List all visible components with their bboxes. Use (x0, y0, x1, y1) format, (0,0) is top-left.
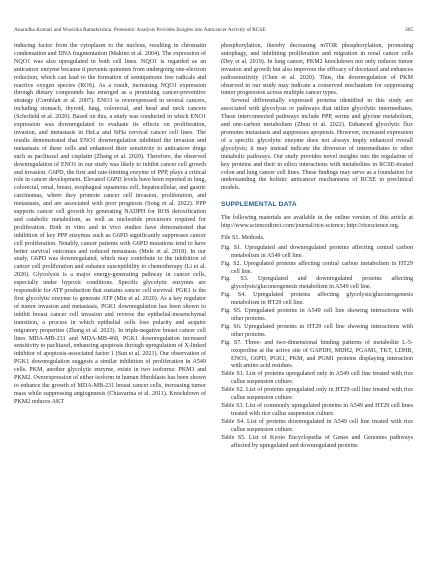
supplemental-item: Fig. S1. Upregulated and downregulated proteins affecting central carbon metabolism in A549 cell line. (221, 244, 413, 259)
supplemental-item: Fig. S7. Three- and two-dimensional binding patterns of metabolite L-5-oxoproline at the active site of GAPDH, MDH2, PGAM1, TKT, LDHB, ENO1, G6PD, PGK1, PKM, and PGM1 proteins displaying interaction with amino acid residues. (221, 339, 413, 370)
supplemental-intro: The following materials are available in the online version of this article at http://www.sciencedirect.com/journal/rice-science; http://ricescience.org. (221, 215, 413, 230)
supplemental-item: Table S5. List of Kyoto Encyclopedia of Genes and Genomes pathways affected by upregulated and downregulated proteins (221, 434, 413, 449)
body-paragraph: inducing factor from the cytoplasm to the nucleus, resulting in chromatin condensation and DNA fragmentation (Makino et al. 2004). The expression of NQO1 was also upregulated in both cell lines. NQO1 is regarded as an anticancer enzyme because it prevents quinones from undergoing one-electron reduction, which can lead to the formation of semiquinone free radicals and reactive oxygen species (ROS). As a result, increasing NQO1 expression through dietary compounds has emerged as a promising cancer-preventive strategy (Cornblatt et al. 2007). ENO1 is overexpressed in several cancers, including stomach, thyroid, lung, colorectal, and head and neck cancers (Schofield et al. 2020). Based on this, a study was conducted in which ENO1 expression was downregulated to evaluate its effects on proliferation, invasion, and metastasis in HeLa and SiHa cervical cancer cell lines. The results demonstrated that ENO1 downregulation inhibited the invasion and metastasis of these cells and enhanced their sensitivity to anticancer drugs such as paclitaxel and cisplatin (Zhang et al. 2020). Therefore, the observed downregulation of ENO1 in our study was likely to inhibit cancer cell growth and invasion. G6PD, the first and rate-limiting enzyme of PPP, plays a critical role in cancer development. Elevated G6PD levels have been reported in lung, colorectal, renal, breast, esophageal squamous cell, hepatocellular, and gastric carcinomas, where they promote cancer cell invasion, proliferation, and metastasis, and are associated with poor prognosis (Song et al. 2022). PPP supports cancer cell growth by generating NADPH for ROS detoxification and catabolic metabolism, as well as nucleotide precursors required for proliferation. Both in vitro and in vivo studies have demonstrated that inhibition of key PPP enzymes such as G6PD significantly suppresses cancer cell proliferation. Notably, cancer patients with G6PD mutations tend to have better survival outcomes and reduced metastasis (Mele et al. 2018). In our study, G6PD was downregulated, which may contribute to the inhibition of cancer cell proliferation and enhance susceptibility to chemotherapy (Li et al. 2020). Glycolysis is a major energy-generating pathway in cancer cells, especially under hypoxic conditions. Specific glycolytic enzymes are responsible for ATP production that sustains cancer cell survival. PGK1 is the first glycolytic enzyme to generate ATP (Min et al. 2020). As a key regulator of tumor invasion and metastasis, PGK1 downregulation has been shown to inhibit breast cancer cell invasion and reverse the epithelial-mesenchymal transition, a process in which epithelial cells lose polarity and acquire migratory properties (Zhang et al. 2023). In triple-negative breast cancer cell lines MDA-MB-231 and MDA-MB-468, PGK1 downregulation increased sensitivity to paclitaxel, enhancing apoptosis through upregulation of X-linked inhibitor of apoptosis-associated factor 1 (Sun et al. 2021). Our observation of PGK1 downregulation suggests a similar inhibition of proliferation in A549 cells. PKM, another glycolytic enzyme, exists in two isoforms: PKM1 and PKM2. Overexpression of either isoform in human fibroblasts has been shown to enhance the growth of MDA-MB-231 breast cancer cells, increasing tumor mass while suppressing angiogenesis (Chiavarina et al. 2011). Knockdown of PKM2 reduces AKT (14, 43, 206, 405)
supplemental-item: Fig. S3. Upregulated and downregulated proteins affecting glycolysis/gluconeogenesis metabolism in A549 cell line. (221, 276, 413, 291)
running-title: Anuradha Kumari and Wusirika Ramakrishna. Proteomic Analysis Provides Insights into Anticancer Activity of RCSE (14, 27, 266, 33)
right-column (221, 43, 413, 450)
body-paragraph: Several differentially expressed proteins identified in this study are associated with glycolysis or pathways that utilize glycolytic intermediates. These interconnected pathways include PPP, serine and glycine metabolism, and one-carbon metabolism (Zhou et al. 2022). Enhanced glycolytic flux promotes metastasis and suppresses apoptosis. However, increased expression of a specific glycolytic enzyme does not always imply enhanced overall glycolysis; it may instead indicate the diversion of intermediates to other metabolic pathways. Our study provides novel insights into the regulation of key proteins and their in silico interactions with metabolites in RCSE-treated colon and lung cancer cell lines. These findings may serve as a foundation for understanding the holistic anticancer mechanisms of RCSE in preclinical models. (221, 98, 413, 192)
supplemental-item: Table S2. List of proteins upregulated only in HT29 cell line treated with rice callus suspension culture. (221, 387, 413, 402)
supplemental-file: File S1. Methods. (221, 234, 265, 241)
supplemental-item: Fig. S5. Upregulated proteins in A549 cell line showing interactions with other proteins. (221, 308, 413, 322)
supplemental-item: Fig. S4. Upregulated proteins affecting glycolysis/gluconeogenesis metabolism in HT29 cell line. (221, 292, 413, 307)
supplemental-heading: SUPPLEMENTAL DATA (221, 201, 297, 209)
supplemental-item: Fig. S6. Upregulated proteins in HT29 cell line showing interactions with other proteins. (221, 323, 413, 338)
supplemental-item: Table S1. List of proteins upregulated only in A549 cell line treated with rice callus suspension culture. (221, 371, 413, 386)
supplemental-item: Table S4. List of proteins downregulated in A549 cell line treated with rice callus suspension culture. (221, 418, 413, 433)
page-number: 305 (405, 27, 413, 33)
body-paragraph: phosphorylation, thereby decreasing mTOR phosphorylation, promoting autophagy, and inhibiting proliferation and migration in renal cancer cells (Dey et al. 2019). In lung cancer, PKM2 knockdown not only reduces tumor invasion and growth but also improves the efficacy of docetaxel and enhances radiosensitivity (Chen et al. 2020). Thus, the downregulation of PKM observed in our study may indicate a conserved mechanism for suppressing tumor progression across multiple cancer types. (221, 43, 413, 97)
running-header (14, 27, 413, 33)
left-column (14, 43, 206, 407)
supplemental-item: Fig. S2. Upregulated proteins affecting central carbon metabolism in HT29 cell line. (221, 260, 413, 275)
supplemental-item: Table S3. List of commonly upregulated proteins in A549 and HT29 cell lines treated with rice callus suspension culture. (221, 402, 413, 417)
